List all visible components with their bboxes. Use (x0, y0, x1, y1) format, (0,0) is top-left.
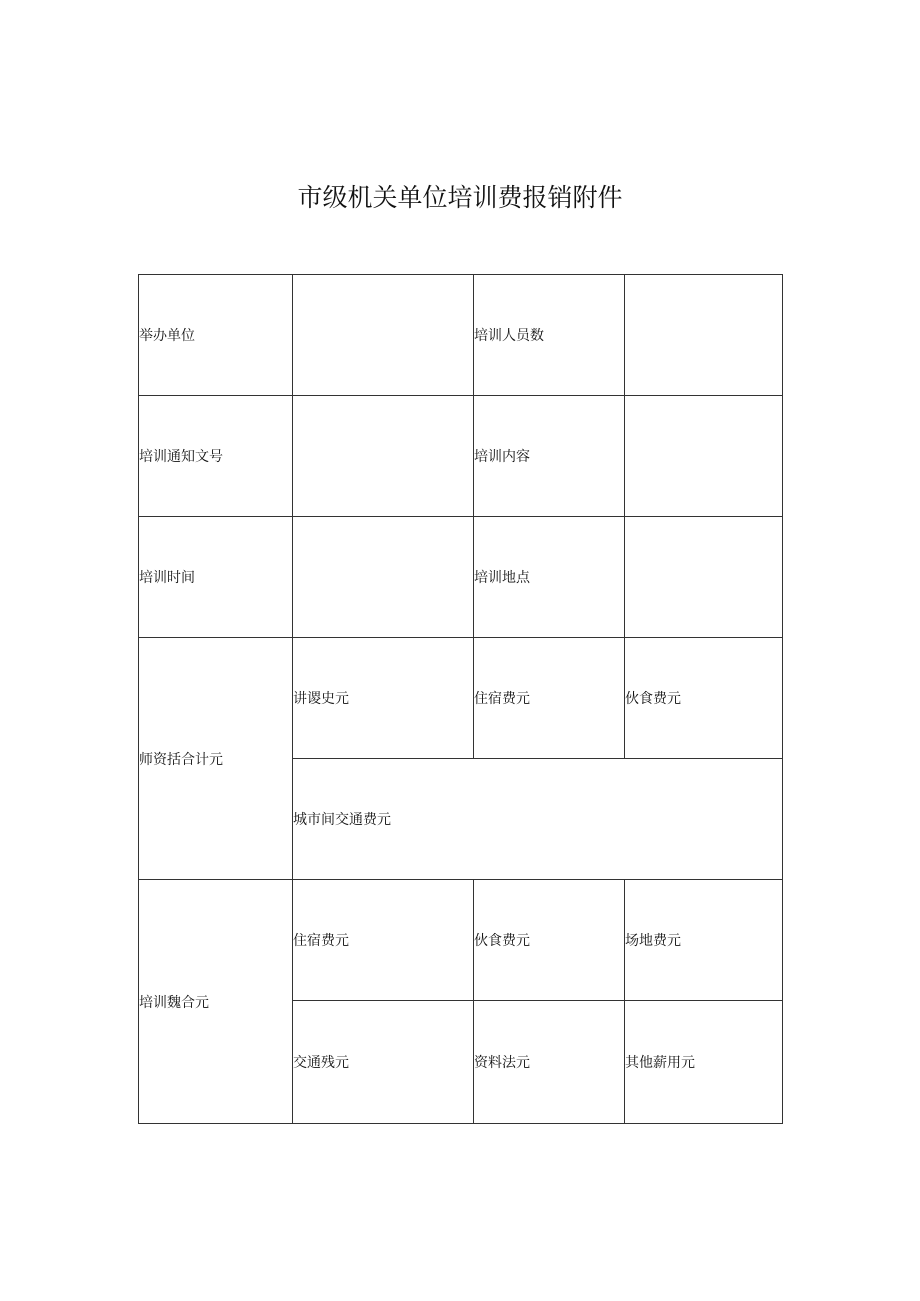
label-notice-number: 培训通知文号 (139, 396, 293, 517)
field-other-fees[interactable]: 其他薪用元 (625, 1001, 783, 1124)
field-notice-number[interactable] (293, 396, 474, 517)
field-training-meals[interactable]: 伙食费元 (474, 880, 625, 1001)
reimbursement-form-table (138, 274, 783, 1124)
page-title: 市级机关单位培训费报销附件 (297, 183, 623, 212)
field-training-content[interactable] (625, 396, 783, 517)
label-trainee-count: 培训人员数 (474, 275, 625, 396)
label-training-content: 培训内容 (474, 396, 625, 517)
field-teacher-lodging[interactable]: 住宿费元 (474, 638, 625, 759)
label-training-location: 培训地点 (474, 517, 625, 638)
field-training-lodging[interactable]: 住宿费元 (293, 880, 474, 1001)
field-trainee-count[interactable] (625, 275, 783, 396)
row-teacher-costs-1 (139, 638, 783, 759)
row-notice-number (139, 396, 783, 517)
label-training-total: 培训魏合元 (139, 880, 293, 1124)
field-venue-fee[interactable]: 场地费元 (625, 880, 783, 1001)
row-training-costs-1 (139, 880, 783, 1001)
row-organizer (139, 275, 783, 396)
field-organizer[interactable] (293, 275, 474, 396)
field-teacher-meals[interactable]: 伙食费元 (625, 638, 783, 759)
field-transport-fee[interactable]: 交通残元 (293, 1001, 474, 1124)
field-lecture-fee[interactable]: 讲谡史元 (293, 638, 474, 759)
field-intercity-transport[interactable]: 城市间交通费元 (293, 759, 783, 880)
label-teacher-total: 师资括合计元 (139, 638, 293, 880)
row-training-time (139, 517, 783, 638)
label-organizer: 举办单位 (139, 275, 293, 396)
label-training-time: 培训时间 (139, 517, 293, 638)
field-materials-fee[interactable]: 资料法元 (474, 1001, 625, 1124)
field-training-location[interactable] (625, 517, 783, 638)
field-training-time[interactable] (293, 517, 474, 638)
